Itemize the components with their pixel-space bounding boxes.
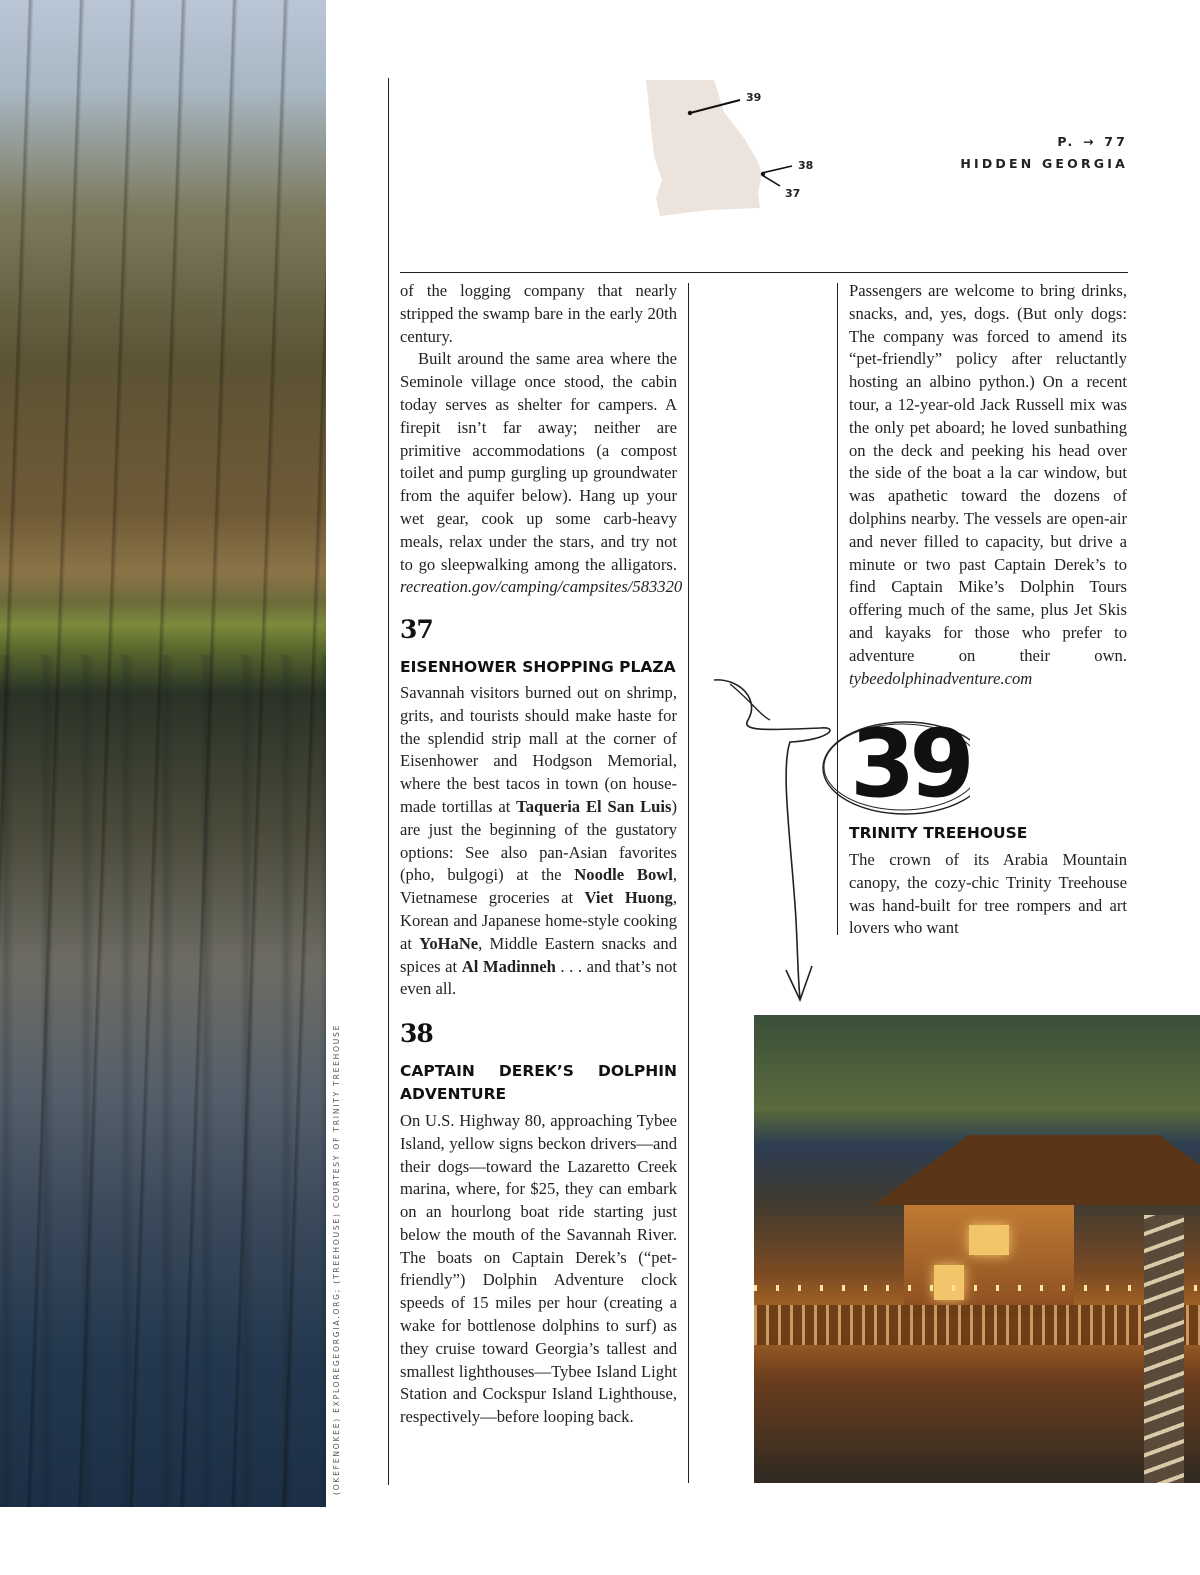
georgia-map xyxy=(640,78,814,218)
noodle-bowl-name: Noodle Bowl xyxy=(574,865,673,885)
section-body-38: On U.S. Highway 80, approaching Tybee Island, yellow signs beckon drivers—and their dogs—toward the Lazaretto Creek marina, where, for $25, they can embark on an hourlong boat ride starting just below the mouth of the Savannah River. The boats on Captain Derek’s (“pet-friendly”) Dolphin Adventure clock speeds of 15 miles per hour (creating a wake for bottlenose dolphins to surf) as they cruise toward Georgia’s tallest and smallest lighthouses—Tybee Island Light Station and Cockspur Island Lighthouse, respectively—before looping back. xyxy=(400,1110,677,1427)
tybee-link[interactable]: tybeedolphinadventure.com xyxy=(849,668,1033,688)
s37-text-6: . . . and that’s not even all. xyxy=(400,956,678,999)
paragraph-intro: of the logging company that nearly stripped the swamp bare in the early 20th century. xyxy=(400,281,677,346)
string-lights xyxy=(754,1285,1200,1291)
treehouse-staircase xyxy=(1144,1215,1184,1483)
section-title-37: EISENHOWER SHOPPING PLAZA xyxy=(400,657,676,676)
top-horizontal-rule xyxy=(400,272,1128,273)
treehouse-window xyxy=(934,1265,964,1300)
section-number-38: 38 xyxy=(400,1019,433,1049)
treehouse-roof xyxy=(874,1135,1200,1205)
photo-credit: (OKEFENOKEE) EXPLOREGEORGIA.ORG; (TREEHOUSE) COURTESY OF TRINITY TREEHOUSE xyxy=(332,1023,341,1495)
s37-text-2: ) are just the beginning of the gustatory options: See also pan-Asian favorites (pho, bulgogi) at the xyxy=(400,796,677,885)
s37-text-1: Savannah visitors burned out on shrimp, grits, and tourists should make haste for the splendid strip mall at the corner of Eisenhower and Hodgson Memorial, where the best tacos in town (on house-made tortillas at xyxy=(400,682,677,816)
section-title-38: CAPTAIN DEREK’S DOLPHIN ADVENTURE xyxy=(400,1061,677,1103)
mid-column-rule-left xyxy=(688,283,689,1483)
section-title-39: TRINITY TREEHOUSE xyxy=(849,824,1028,842)
s37-text-4: , Korean and Japanese home-style cooking at xyxy=(400,888,677,953)
column-two xyxy=(849,280,1127,690)
water-reflection xyxy=(0,655,326,1507)
section-number-39-graphic xyxy=(850,710,990,820)
cabin-text: Built around the same area where the Seminole village once stood, the cabin today serves as shelter for campers. A firepit isn’t far away; neither are primitive accommodations (a compost toilet and pump gurgling up groundwater from the aquifer below). Hang up your wet gear, cook up some carb-heavy meals, relax under the stars, and try not to go sleepwalking among the alligators. xyxy=(400,349,677,574)
folio xyxy=(960,131,1128,175)
paragraph-cabin xyxy=(400,348,683,599)
al-madinneh-name: Al Madinneh xyxy=(461,956,556,976)
section-number-37: 37 xyxy=(400,615,433,645)
s37-text-5: , Middle Eastern snacks and spices at xyxy=(400,933,677,976)
map-label-38: 38 xyxy=(798,159,814,172)
recreation-link[interactable]: recreation.gov/camping/campsites/583320 xyxy=(400,577,683,597)
section-title: HIDDEN GEORGIA xyxy=(960,156,1128,171)
okefenokee-swamp-photo xyxy=(0,0,326,1507)
yohane-name: YoHaNe xyxy=(419,933,479,953)
s37-text-3: , Vietnamese groceries at xyxy=(400,865,678,908)
section-body-37 xyxy=(400,682,677,1001)
left-column-rule xyxy=(388,78,389,1485)
column-one xyxy=(400,280,683,1429)
section-body-39: The crown of its Arabia Mountain canopy, the cozy-chic Trinity Treehouse was hand-built for tree rompers and art lovers who want xyxy=(849,850,1127,938)
trinity-treehouse-photo xyxy=(754,1015,1200,1483)
viet-huong-name: Viet Huong xyxy=(584,888,673,908)
passengers-text: Passengers are welcome to bring drinks, snacks, and, yes, dogs. (But only dogs: The company was forced to amend its “pet-friendly” policy after reluctantly hosting an albino python.) On a recent tour, a 12-year-old Jack Russell mix was the only pet aboard; he loved sunbathing on the deck and peeking his head over the side of the boat a la car window, but was apathetic toward the dozens of dolphins nearby. The vessels are open-air and never filled to capacity, but drive a minute or two past Captain Derek’s to find Captain Mike’s Dolphin Tours offering much of the same, plus Jet Skis and kayaks for those who prefer to adventure on their own. xyxy=(849,281,1127,665)
section-39 xyxy=(849,822,1127,940)
treehouse-body xyxy=(904,1205,1074,1315)
map-label-39: 39 xyxy=(746,91,762,104)
treehouse-window xyxy=(969,1225,1009,1255)
page-number: P. → 77 xyxy=(1057,134,1128,149)
treehouse-deck-railing xyxy=(754,1305,1200,1345)
map-label-37: 37 xyxy=(785,187,801,200)
paragraph-passengers xyxy=(849,280,1127,690)
number-39: 39 xyxy=(850,710,969,819)
taqueria-name: Taqueria El San Luis xyxy=(516,796,672,816)
